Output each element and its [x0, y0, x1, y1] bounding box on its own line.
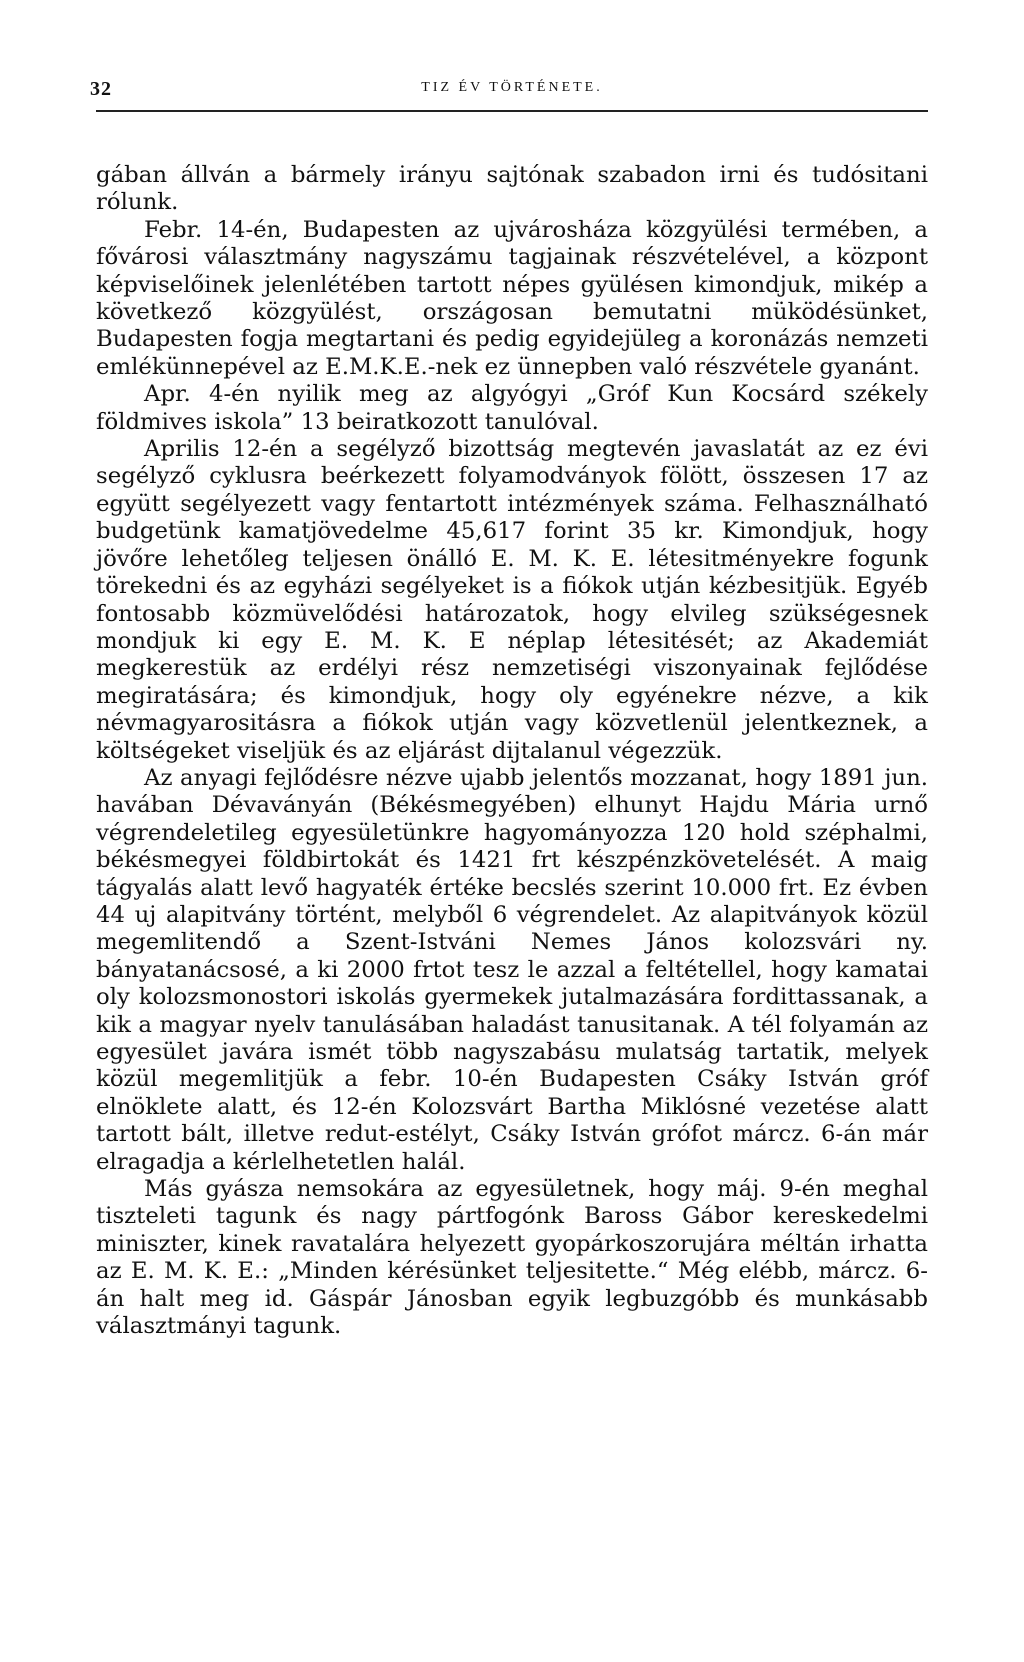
- paragraph-april-aid: Aprilis 12-én a segélyző bizottság megtevén javaslatát az ez évi segélyző cyklusra beérkezett folyamodványok fölött, összesen 17 az együtt segélyezett vagy fentartott intézmények száma. Felhasználható budgetünk kamatjövedelme 45,617 forint 35 kr. Kimondjuk, hogy jövőre lehetőleg teljesen önálló E. M. K. E. létesitményekre fogunk törekedni és az egyházi segélyeket is a fiókok utján kézbesitjük. Egyéb fontosabb közmüvelődési határozatok, hogy elvileg szükségesnek mondjuk ki egy E. M. K. E néplap létesitését; az Akademiát megkerestük az erdélyi rész nemzetiségi viszonyainak fejlődése megiratására; és kimondjuk, hogy oly egyénekre nézve, a kik névmagyarositásra a fiókok utján vagy közvetlenül jelentkeznek, a költségeket viseljük és az eljárást dijtalanul végezzük.: [96, 436, 928, 764]
- running-title: TIZ ÉV TÖRTÉNETE.: [421, 80, 603, 95]
- body-text: [96, 162, 928, 1340]
- book-page: [90, 76, 928, 1340]
- paragraph-continuation: gában állván a bármely irányu sajtónak szabadon irni és tudósitani rólunk.: [96, 162, 928, 216]
- paragraph-february: Febr. 14-én, Budapesten az ujvárosháza közgyülési termében, a fővárosi választmány nagyszámu tagjainak részvételével, a központ képviselőinek jelenlétében tartott népes gyülésen kimondjuk, mikép a következő közgyülést, országosan bemutatni müködésünket, Budapesten fogja megtartani és pedig egyidejüleg a koronázás nemzeti emlékünnepével az E.M.K.E.-nek ez ünnepben való részvétele gyanánt.: [96, 216, 928, 380]
- page-number: 32: [90, 78, 112, 100]
- paragraph-mourning: Más gyásza nemsokára az egyesületnek, hogy máj. 9-én meghal tiszteleti tagunk és nagy pártfogónk Baross Gábor kereskedelmi miniszter, kinek ravatalára helyezett gyopárkoszorujára méltán irhatta az E. M. K. E.: „Minden kérésünket teljesitette.“ Még elébb, márcz. 6-án halt meg id. Gáspár Jánosban egyik legbuzgóbb és munkásabb választmányi tagunk.: [96, 1176, 928, 1340]
- paragraph-finances: Az anyagi fejlődésre nézve ujabb jelentős mozzanat, hogy 1891 jun. havában Dévaványán (Békésmegyében) elhunyt Hajdu Mária urnő végrendeletileg egyesületünkre hagyományozza 120 hold széphalmi, békésmegyei földbirtokát és 1421 frt készpénzkövetelését. A maig tágyalás alatt levő hagyaték értéke becslés szerint 10.000 frt. Ez évben 44 uj alapitvány történt, melyből 6 végrendelet. Az alapitványok közül megemlitendő a Szent-Istváni Nemes János kolozsvári ny. bányatanácsosé, a ki 2000 frtot tesz le azzal a feltétellel, hogy kamatai oly kolozsmonostori iskolás gyermekek jutalmazására fordittassanak, a kik a magyar nyelv tanulásában haladást tanusitanak. A tél folyamán az egyesület javára ismét több nagyszabásu mulatság tartatik, melyek közül megemlitjük a febr. 10-én Budapesten Csáky István gróf elnöklete alatt, és 12-én Kolozsvárt Bartha Miklósné vezetése alatt tartott bált, illetve redut-estélyt, Csáky István grófot márcz. 6-án már elragadja a kérlelhetetlen halál.: [96, 764, 928, 1175]
- paragraph-april-school: Apr. 4-én nyilik meg az algyógyi „Gróf Kun Kocsárd székely földmives iskola” 13 beiratkozott tanulóval.: [96, 381, 928, 435]
- running-head: [90, 76, 928, 112]
